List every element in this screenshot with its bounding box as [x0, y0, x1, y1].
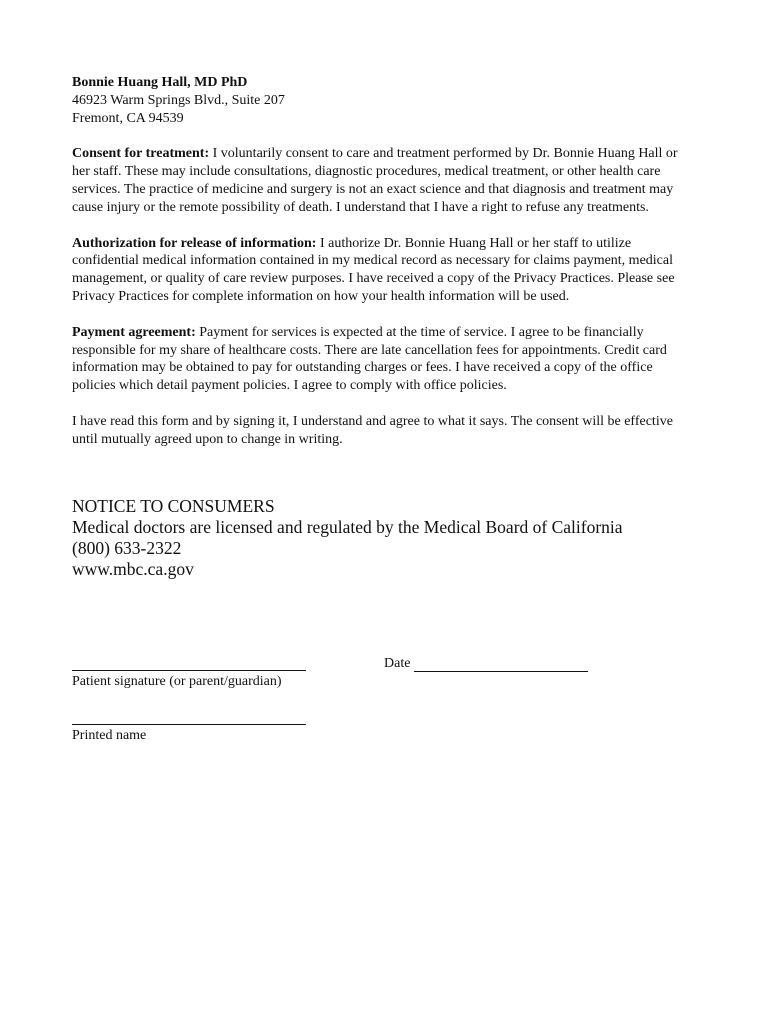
document-body [72, 74, 698, 580]
doctor-name: Bonnie Huang Hall, MD PhD [72, 75, 248, 90]
practice-header [72, 74, 698, 127]
acknowledgement-text: I have read this form and by signing it, I understand and agree to what it says. The consent will be effective until mutually agreed upon to change in writing. [72, 413, 673, 447]
notice-website: www.mbc.ca.gov [72, 558, 194, 579]
section-heading: Consent for treatment: [72, 146, 210, 162]
address-line-2: Fremont, CA 94539 [72, 110, 184, 126]
consent-for-treatment-section [72, 145, 698, 216]
patient-signature-label: Patient signature (or parent/guardian) [72, 674, 282, 689]
notice-line: Medical doctors are licensed and regulated by the Medical Board of California [72, 516, 623, 537]
signature-area [72, 654, 698, 743]
date-line[interactable] [414, 657, 588, 672]
section-heading: Payment agreement: [72, 324, 196, 340]
printed-name-label: Printed name [72, 728, 147, 743]
section-text: I authorize Dr. Bonnie Huang Hall or her staff to utilize confidential medical information contained in my medical record as necessary for claims payment, medical management, or quality of care review purposes. I have received a copy of the Privacy Practices. Please see Privacy Practices for complete information on how your health information will be used. [72, 235, 675, 304]
date-field [384, 656, 588, 672]
notice-phone: (800) 633-2322 [72, 537, 182, 558]
authorization-release-section [72, 235, 698, 306]
address-line-1: 46923 Warm Springs Blvd., Suite 207 [72, 92, 285, 108]
date-label: Date [384, 656, 411, 671]
section-text: Payment for services is expected at the time of service. I agree to be financially responsible for my share of healthcare costs. There are late cancellation fees for appointments. Credit card information may be obtained to pay for outstanding charges or fees. I have received a copy of the office policies which detail payment policies. I agree to comply with office policies. [72, 324, 667, 394]
section-heading: Authorization for release of information: [72, 235, 317, 251]
printed-name-row [72, 708, 372, 748]
section-text: I voluntarily consent to care and treatment performed by Dr. Bonnie Huang Hall or her staff. These may include consultations, diagnostic procedures, medical treatment, or other health care services. The practice of medicine and surgery is not an exact science and that diagnosis and treatment may cause injury or the remote possibility of death. I understand that I have a right to refuse any treatments. [72, 146, 678, 215]
payment-agreement-section [72, 324, 698, 395]
printed-name-line[interactable] [72, 708, 306, 725]
patient-signature-line[interactable] [72, 654, 306, 671]
notice-to-consumers [72, 496, 698, 580]
notice-title: NOTICE TO CONSUMERS [72, 495, 275, 516]
patient-signature-row [72, 654, 698, 700]
